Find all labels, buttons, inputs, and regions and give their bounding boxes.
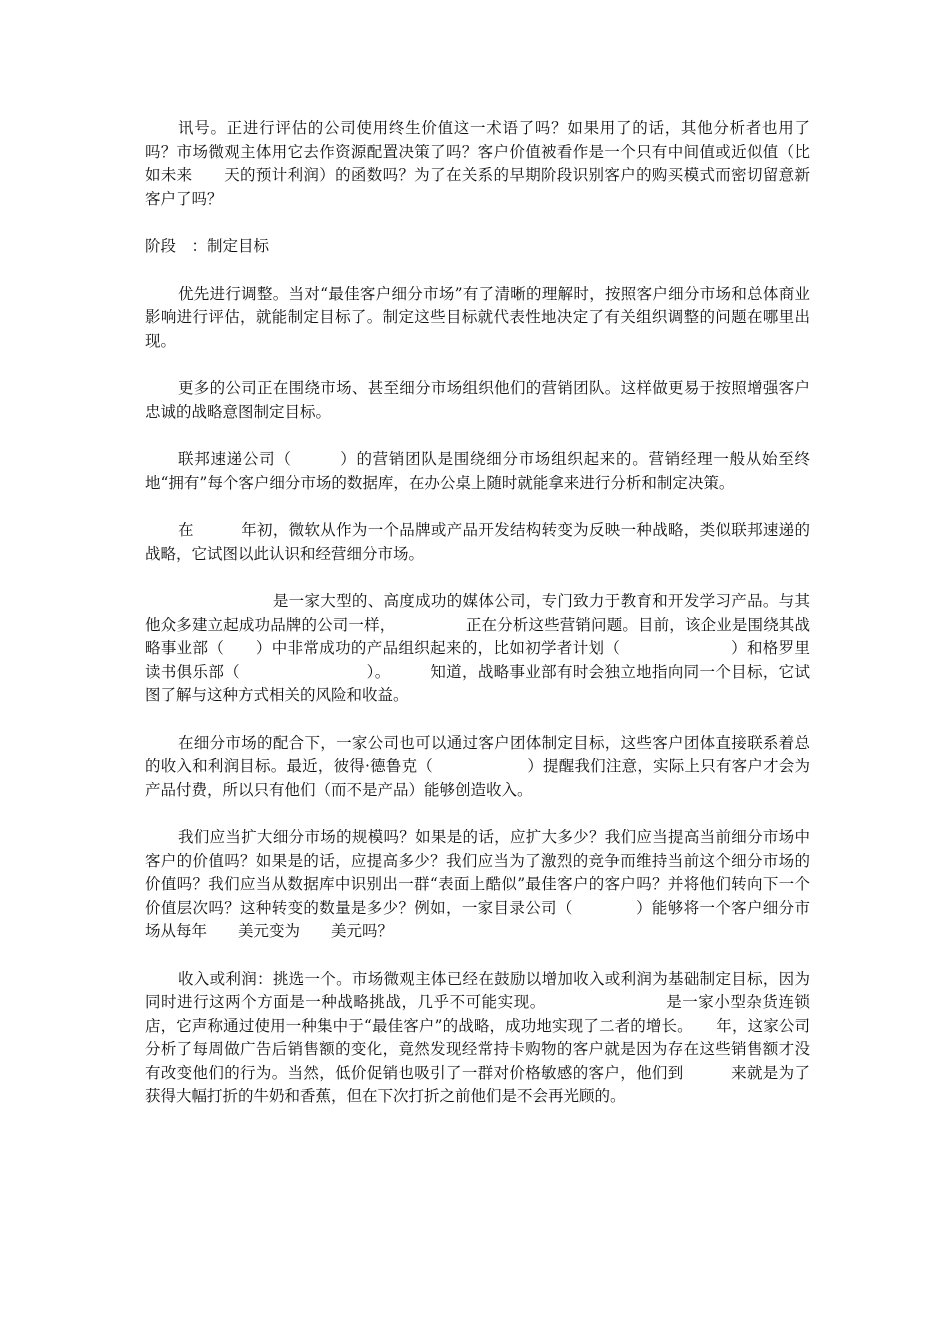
paragraph-microsoft: 在 年初，微软从作为一个品牌或产品开发结构转变为反映一种战略，类似联邦速递的战略，它试图以此认识和经营细分市场。 (145, 521, 810, 563)
section-heading-set-goals: 阶段 ：制定目标 (145, 237, 270, 255)
paragraph-questions: 我们应当扩大细分市场的规模吗？如果是的话，应扩大多少？我们应当提高当前细分市场中客户的价值吗？如果是的话，应提高多少？我们应当为了激烈的竞争而维持当前这个细分市场的价值吗？我们应当从数据库中识别出一群“表面上酷似”最佳客户的客户吗？并将他们转向下一个价值层次吗？这种转变的数量是多少？例如，一家目录公司（ ）能够将一个客户细分市场从每年 美元变为 美元吗？ (145, 828, 810, 940)
paragraph-lifetime-value: 讯号。正进行评估的公司使用终生价值这一术语了吗？如果用了的话，其他分析者也用了吗？市场微观主体用它去作资源配置决策了吗？客户价值被看作是一个只有中间值或近似值（比如未来 天的预计利润）的函数吗？为了在关系的早期阶段识别客户的购买模式而密切留意新客户了吗？ (145, 119, 810, 208)
document-page (145, 117, 810, 1133)
paragraph-revenue-or-profit: 收入或利润：挑选一个。市场微观主体已经在鼓励以增加收入或利润为基础制定目标，因为同时进行这两个方面是一种战略挑战，几乎不可能实现。 是一家小型杂货连锁店，它声称通过使用一种集中于“最佳客户”的战略，成功地实现了二者的增长。 年，这家公司分析了每周做广告后销售额的变化，竟然发现经常持卡购物的客户就是因为存在这些销售额才没有改变他们的行为。当然，低价促销也吸引了一群对价格敏感的客户，他们到 来就是为了获得大幅打折的牛奶和香蕉，但在下次打折之前他们是不会再光顾的。 (145, 969, 810, 1105)
paragraph-adjustment: 优先进行调整。当对“最佳客户细分市场”有了清晰的理解时，按照客户细分市场和总体商业影响进行评估，就能制定目标了。制定这些目标就代表性地决定了有关组织调整的问题在哪里出现。 (145, 284, 810, 350)
paragraph-drucker: 在细分市场的配合下，一家公司也可以通过客户团体制定目标，这些客户团体直接联系着总的收入和利润目标。最近，彼得·德鲁克（ ）提醒我们注意，实际上只有客户才会为产品付费，所以只有他们（而不是产品）能够创造收入。 (145, 733, 810, 799)
paragraph-marketing-teams: 更多的公司正在围绕市场、甚至细分市场组织他们的营销团队。这样做更易于按照增强客户忠诚的战略意图制定目标。 (145, 379, 810, 421)
paragraph-media-company: 是一家大型的、高度成功的媒体公司，专门致力于教育和开发学习产品。与其他众多建立起成功品牌的公司一样， 正在分析这些营销问题。目前，该企业是围绕其战略事业部（ ）中非常成功的产品组织起来的，比如初学者计划（ ）和格罗里读书俱乐部（ ）。 知道，战略事业部有时会独立地指向同一个目标，它试图了解与这种方式相关的风险和收益。 (145, 592, 810, 704)
paragraph-fedex: 联邦速递公司（ ）的营销团队是围绕细分市场组织起来的。营销经理一般从始至终地“拥有”每个客户细分市场的数据库，在办公桌上随时就能拿来进行分析和制定决策。 (145, 450, 810, 492)
